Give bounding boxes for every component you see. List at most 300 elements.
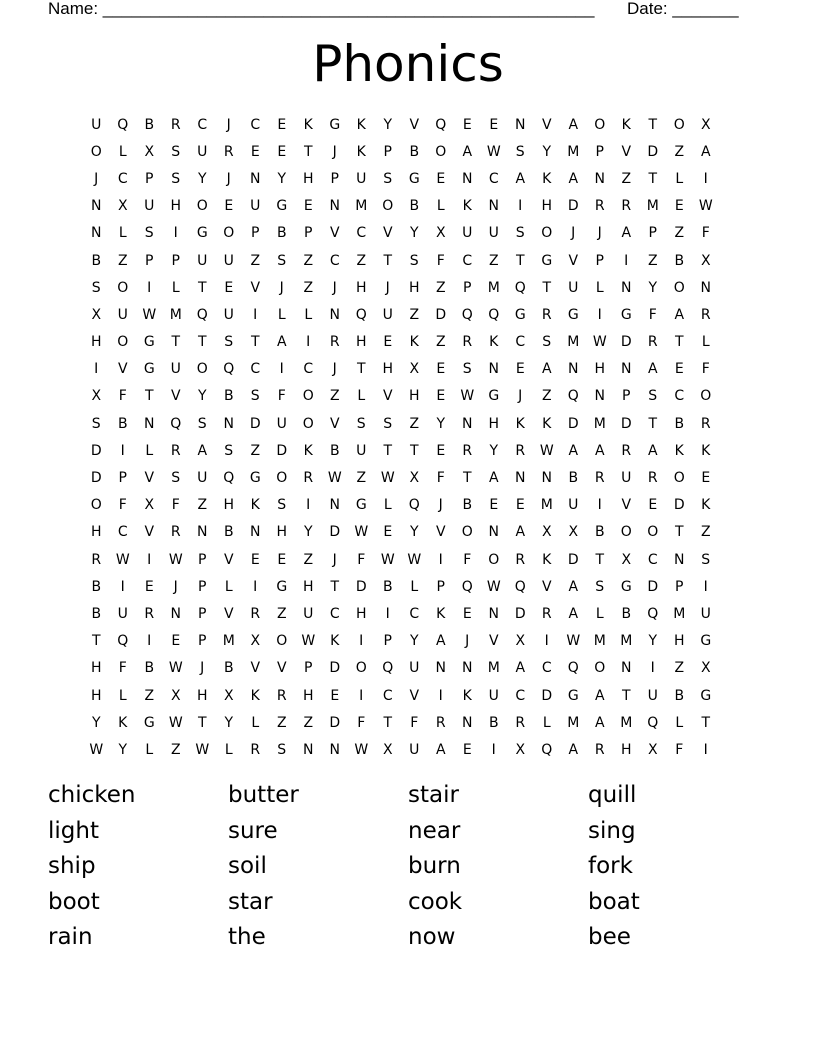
grid-letter: M: [169, 306, 182, 323]
grid-letter: E: [436, 442, 446, 459]
word-bank-item: soil: [228, 853, 267, 880]
grid-letter: O: [541, 225, 553, 242]
grid-letter: E: [674, 198, 684, 215]
grid-letter: M: [487, 660, 500, 677]
grid-letter: U: [197, 143, 208, 160]
grid-letter: C: [303, 361, 314, 378]
grid-letter: F: [436, 470, 445, 487]
grid-letter: J: [571, 225, 576, 242]
grid-letter: B: [568, 470, 579, 487]
grid-letter: X: [435, 225, 446, 242]
word-bank-item: chicken: [48, 782, 136, 808]
grid-letter: W: [486, 578, 501, 595]
grid-letter: Q: [514, 279, 526, 296]
grid-letter: A: [568, 605, 579, 622]
grid-letter: Y: [648, 633, 658, 650]
grid-letter: I: [438, 551, 443, 568]
grid-letter: Z: [197, 497, 208, 514]
grid-letter: G: [541, 252, 553, 269]
grid-letter: Z: [170, 741, 181, 758]
grid-letter: H: [170, 198, 182, 215]
grid-letter: E: [330, 687, 340, 704]
grid-letter: B: [674, 687, 685, 704]
grid-letter: H: [276, 524, 288, 541]
grid-letter: A: [647, 442, 658, 459]
grid-letter: G: [143, 714, 155, 731]
grid-letter: A: [435, 633, 446, 650]
grid-letter: F: [118, 660, 127, 677]
grid-letter: Q: [223, 361, 235, 378]
grid-letter: Q: [461, 578, 473, 595]
grid-letter: F: [463, 551, 472, 568]
grid-letter: C: [250, 361, 261, 378]
grid-letter: Q: [541, 741, 553, 758]
grid-letter: V: [276, 660, 287, 677]
grid-letter: W: [354, 741, 369, 758]
grid-letter: L: [436, 198, 445, 215]
grid-letter: G: [329, 116, 341, 133]
grid-letter: S: [356, 415, 366, 432]
grid-letter: T: [197, 334, 207, 351]
grid-letter: E: [383, 334, 393, 351]
grid-letter: Q: [117, 633, 129, 650]
grid-letter: D: [567, 198, 579, 215]
grid-letter: B: [462, 497, 473, 514]
grid-letter: G: [143, 334, 155, 351]
grid-letter: L: [118, 687, 127, 704]
word-bank: [48, 778, 768, 956]
grid-letter: M: [567, 143, 580, 160]
grid-letter: J: [438, 497, 443, 514]
grid-letter: U: [647, 687, 658, 704]
grid-letter: B: [382, 578, 393, 595]
grid-letter: S: [542, 334, 552, 351]
grid-letter: I: [703, 170, 708, 187]
word-bank-item: burn: [408, 853, 461, 880]
grid-letter: V: [223, 605, 234, 622]
grid-letter: Q: [647, 605, 659, 622]
grid-letter: M: [567, 334, 580, 351]
grid-letter: Z: [250, 252, 261, 269]
grid-letter: L: [595, 605, 604, 622]
grid-letter: L: [675, 170, 684, 187]
grid-letter: P: [622, 388, 631, 405]
grid-letter: D: [355, 578, 367, 595]
grid-letter: T: [144, 388, 154, 405]
grid-letter: P: [304, 225, 313, 242]
grid-letter: B: [144, 660, 155, 677]
grid-letter: N: [515, 470, 526, 487]
grid-letter: R: [276, 687, 287, 704]
grid-letter: V: [541, 578, 552, 595]
grid-letter: I: [544, 633, 549, 650]
grid-letter: F: [701, 225, 710, 242]
grid-letter: N: [329, 497, 340, 514]
grid-letter: E: [383, 524, 393, 541]
grid-letter: I: [518, 198, 523, 215]
grid-letter: U: [409, 741, 420, 758]
grid-letter: H: [620, 741, 632, 758]
grid-letter: J: [385, 279, 390, 296]
grid-letter: W: [698, 198, 713, 215]
grid-letter: T: [171, 334, 181, 351]
grid-letter: N: [462, 415, 473, 432]
grid-letter: A: [594, 687, 605, 704]
grid-letter: P: [675, 578, 684, 595]
grid-letter: K: [409, 334, 419, 351]
grid-letter: G: [276, 578, 288, 595]
grid-letter: V: [117, 361, 128, 378]
grid-letter: K: [356, 116, 366, 133]
grid-letter: S: [515, 225, 525, 242]
grid-letter: M: [540, 497, 553, 514]
grid-letter: F: [701, 361, 710, 378]
grid-letter: L: [304, 306, 313, 323]
grid-letter: N: [621, 361, 632, 378]
page-title: Phonics: [312, 35, 504, 93]
grid-letter: V: [568, 252, 579, 269]
grid-letter: M: [673, 605, 686, 622]
grid-letter: Q: [567, 388, 579, 405]
grid-letter: E: [436, 361, 446, 378]
grid-letter: S: [462, 361, 472, 378]
grid-letter: Y: [648, 279, 658, 296]
grid-letter: G: [196, 225, 208, 242]
grid-letter: I: [597, 306, 602, 323]
word-bank-item: butter: [228, 782, 299, 808]
grid-letter: I: [703, 578, 708, 595]
grid-letter: T: [91, 633, 101, 650]
grid-letter: G: [620, 578, 632, 595]
grid-letter: T: [595, 551, 605, 568]
grid-letter: L: [595, 279, 604, 296]
grid-letter: N: [91, 198, 102, 215]
grid-letter: E: [674, 361, 684, 378]
grid-letter: G: [143, 361, 155, 378]
grid-letter: E: [250, 143, 260, 160]
grid-letter: S: [277, 497, 287, 514]
grid-letter: Z: [674, 225, 685, 242]
word-bank-item: quill: [588, 782, 637, 808]
grid-letter: C: [329, 252, 340, 269]
grid-letter: Z: [674, 143, 685, 160]
grid-letter: R: [515, 551, 526, 568]
grid-letter: F: [410, 714, 419, 731]
grid-letter: A: [594, 442, 605, 459]
grid-letter: F: [118, 388, 127, 405]
grid-letter: Z: [647, 252, 658, 269]
grid-letter: C: [250, 116, 261, 133]
grid-letter: U: [250, 198, 261, 215]
grid-letter: E: [701, 470, 711, 487]
grid-letter: Z: [488, 252, 499, 269]
grid-letter: O: [223, 225, 235, 242]
grid-letter: T: [542, 279, 552, 296]
grid-letter: O: [594, 660, 606, 677]
grid-letter: M: [593, 415, 606, 432]
grid-letter: A: [594, 714, 605, 731]
grid-letter: F: [357, 714, 366, 731]
grid-letter: K: [542, 551, 552, 568]
grid-letter: A: [621, 225, 632, 242]
grid-letter: N: [594, 170, 605, 187]
grid-letter: C: [462, 252, 473, 269]
grid-letter: P: [198, 551, 207, 568]
grid-letter: U: [223, 306, 234, 323]
grid-letter: O: [620, 524, 632, 541]
grid-letter: G: [567, 687, 579, 704]
grid-letter: F: [648, 306, 657, 323]
grid-letter: J: [332, 361, 337, 378]
grid-letter: Z: [356, 252, 367, 269]
grid-letter: A: [197, 442, 208, 459]
grid-letter: C: [329, 605, 340, 622]
grid-letter: K: [701, 497, 711, 514]
grid-letter: X: [144, 143, 155, 160]
grid-letter: D: [620, 334, 632, 351]
word-search-grid: [83, 111, 719, 764]
grid-letter: K: [250, 497, 260, 514]
grid-letter: N: [488, 198, 499, 215]
grid-letter: E: [171, 633, 181, 650]
grid-letter: K: [356, 143, 366, 160]
grid-letter: V: [170, 388, 181, 405]
grid-letter: I: [253, 306, 258, 323]
grid-letter: Z: [409, 306, 420, 323]
grid-letter: I: [147, 633, 152, 650]
grid-letter: R: [170, 524, 181, 541]
grid-letter: P: [595, 252, 604, 269]
grid-letter: G: [567, 306, 579, 323]
grid-letter: P: [118, 470, 127, 487]
grid-letter: P: [436, 578, 445, 595]
grid-letter: D: [329, 524, 341, 541]
grid-letter: V: [435, 524, 446, 541]
grid-letter: C: [647, 551, 658, 568]
grid-letter: W: [539, 442, 554, 459]
grid-letter: K: [462, 687, 472, 704]
grid-letter: W: [301, 633, 316, 650]
grid-letter: U: [568, 497, 579, 514]
grid-letter: X: [700, 116, 711, 133]
grid-letter: I: [306, 497, 311, 514]
grid-letter: V: [382, 388, 393, 405]
grid-letter: D: [567, 415, 579, 432]
word-bank-item: bee: [588, 924, 631, 951]
grid-letter: I: [147, 551, 152, 568]
word-bank-item: ship: [48, 853, 96, 880]
grid-letter: B: [329, 442, 340, 459]
grid-letter: Y: [118, 741, 128, 758]
grid-letter: N: [170, 605, 181, 622]
grid-letter: R: [170, 442, 181, 459]
grid-letter: V: [488, 633, 499, 650]
grid-letter: T: [409, 442, 419, 459]
grid-letter: S: [91, 415, 101, 432]
grid-letter: X: [515, 633, 526, 650]
grid-letter: R: [594, 198, 605, 215]
grid-letter: H: [488, 415, 500, 432]
grid-letter: D: [435, 306, 447, 323]
grid-letter: W: [460, 388, 475, 405]
grid-letter: N: [621, 660, 632, 677]
grid-letter: O: [302, 415, 314, 432]
grid-letter: M: [487, 279, 500, 296]
grid-letter: Q: [355, 306, 367, 323]
grid-letter: Z: [435, 334, 446, 351]
grid-letter: E: [277, 551, 287, 568]
grid-letter: C: [488, 170, 499, 187]
grid-letter: J: [226, 116, 231, 133]
grid-letter: W: [592, 334, 607, 351]
grid-letter: S: [171, 143, 181, 160]
grid-letter: R: [594, 470, 605, 487]
grid-letter: B: [621, 605, 632, 622]
word-bank-item: star: [228, 888, 273, 915]
grid-letter: Z: [303, 714, 314, 731]
grid-letter: I: [624, 252, 629, 269]
grid-letter: M: [593, 633, 606, 650]
grid-letter: Z: [250, 442, 261, 459]
grid-letter: H: [541, 198, 553, 215]
grid-letter: E: [224, 279, 234, 296]
grid-letter: I: [438, 687, 443, 704]
grid-letter: H: [302, 687, 314, 704]
grid-letter: W: [115, 551, 130, 568]
grid-letter: I: [173, 225, 178, 242]
grid-letter: T: [648, 116, 658, 133]
grid-letter: I: [359, 633, 364, 650]
grid-letter: L: [542, 714, 551, 731]
grid-letter: P: [595, 143, 604, 160]
grid-letter: M: [567, 714, 580, 731]
grid-letter: L: [118, 225, 127, 242]
grid-letter: B: [223, 524, 234, 541]
grid-letter: F: [357, 551, 366, 568]
grid-letter: X: [91, 388, 102, 405]
grid-letter: Q: [647, 714, 659, 731]
grid-letter: B: [223, 388, 234, 405]
grid-letter: A: [568, 578, 579, 595]
grid-letter: T: [701, 714, 711, 731]
grid-letter: J: [518, 388, 523, 405]
grid-letter: Y: [197, 388, 207, 405]
grid-letter: U: [144, 198, 155, 215]
grid-letter: B: [91, 578, 102, 595]
grid-letter: T: [648, 415, 658, 432]
grid-letter: W: [195, 741, 210, 758]
grid-letter: I: [306, 334, 311, 351]
grid-letter: S: [224, 442, 234, 459]
grid-letter: G: [700, 633, 712, 650]
grid-letter: N: [250, 170, 261, 187]
grid-letter: X: [568, 524, 579, 541]
grid-letter: H: [90, 334, 102, 351]
grid-letter: G: [514, 306, 526, 323]
grid-letter: O: [435, 143, 447, 160]
word-bank-item: fork: [588, 853, 633, 880]
grid-letter: X: [700, 252, 711, 269]
grid-letter: B: [276, 225, 287, 242]
grid-letter: U: [568, 279, 579, 296]
grid-letter: J: [597, 225, 602, 242]
grid-letter: O: [647, 524, 659, 541]
grid-letter: R: [700, 415, 711, 432]
grid-letter: P: [198, 578, 207, 595]
grid-letter: A: [515, 170, 526, 187]
word-bank-item: sure: [228, 817, 278, 844]
grid-letter: N: [541, 470, 552, 487]
grid-letter: Z: [435, 279, 446, 296]
grid-letter: U: [409, 660, 420, 677]
grid-letter: X: [91, 306, 102, 323]
grid-letter: T: [674, 334, 684, 351]
grid-letter: C: [515, 334, 526, 351]
grid-letter: K: [542, 170, 552, 187]
grid-letter: H: [90, 687, 102, 704]
grid-letter: K: [250, 687, 260, 704]
grid-letter: Z: [329, 388, 340, 405]
grid-letter: R: [462, 442, 473, 459]
grid-letter: O: [594, 116, 606, 133]
grid-letter: E: [648, 497, 658, 514]
grid-letter: J: [94, 170, 99, 187]
grid-letter: Y: [303, 524, 313, 541]
grid-letter: E: [277, 116, 287, 133]
grid-letter: R: [144, 605, 155, 622]
grid-letter: R: [170, 116, 181, 133]
grid-letter: Z: [144, 687, 155, 704]
grid-letter: Z: [276, 714, 287, 731]
grid-letter: P: [304, 660, 313, 677]
grid-letter: R: [541, 306, 552, 323]
grid-letter: D: [514, 605, 526, 622]
grid-letter: T: [356, 361, 366, 378]
grid-letter: T: [462, 470, 472, 487]
word-bank-item: rain: [48, 924, 93, 951]
grid-letter: V: [250, 660, 261, 677]
grid-letter: R: [647, 470, 658, 487]
grid-letter: K: [330, 633, 340, 650]
grid-letter: L: [410, 578, 419, 595]
grid-letter: Q: [488, 306, 500, 323]
grid-letter: B: [223, 660, 234, 677]
grid-letter: K: [701, 442, 711, 459]
grid-letter: O: [673, 279, 685, 296]
grid-letter: R: [91, 551, 102, 568]
grid-letter: N: [594, 388, 605, 405]
grid-letter: Y: [409, 633, 419, 650]
grid-letter: Y: [224, 714, 234, 731]
grid-letter: P: [171, 252, 180, 269]
grid-letter: Y: [489, 442, 499, 459]
grid-letter: X: [250, 633, 261, 650]
grid-letter: A: [568, 116, 579, 133]
grid-letter: O: [117, 334, 129, 351]
grid-letter: I: [597, 497, 602, 514]
grid-letter: D: [276, 442, 288, 459]
grid-letter: N: [462, 714, 473, 731]
grid-letter: O: [382, 198, 394, 215]
grid-letter: N: [674, 551, 685, 568]
grid-letter: L: [224, 741, 233, 758]
grid-letter: T: [515, 252, 525, 269]
grid-letter: S: [171, 170, 181, 187]
grid-letter: Y: [542, 143, 552, 160]
grid-letter: N: [329, 741, 340, 758]
grid-letter: B: [409, 198, 420, 215]
grid-letter: Q: [567, 660, 579, 677]
